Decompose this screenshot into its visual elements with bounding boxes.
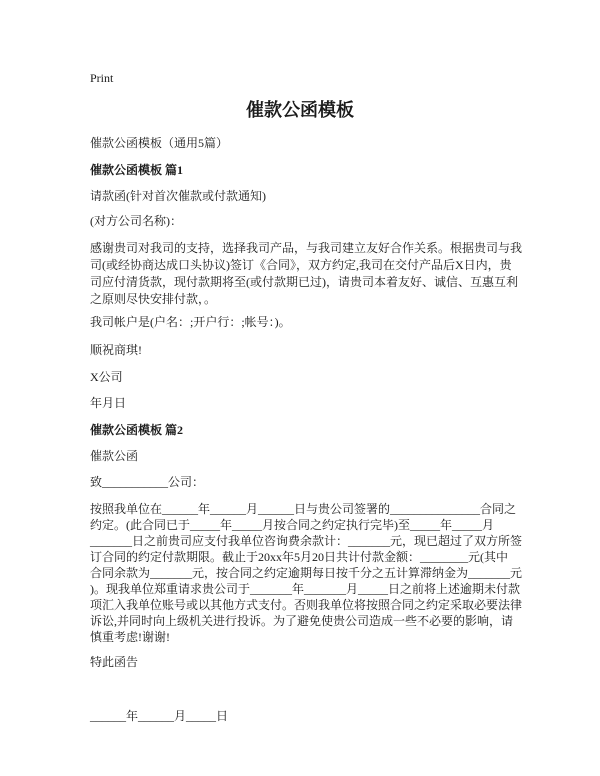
body-line: 订合同的约定付款期限。截止于20xx年5月20日共计付款金额：________元(其中 bbox=[90, 550, 508, 564]
section-1-closing: 顺祝商琪! bbox=[90, 343, 142, 357]
body-line: 合同余款为_______元，按合同之约定逾期每日按千分之五计算滞纳金为_______元 bbox=[90, 566, 523, 580]
section-1-body bbox=[90, 240, 522, 308]
body-line: )。现我单位郑重请求贵公司于_______年_______月_____日之前将上述逾期未付款 bbox=[90, 582, 520, 596]
section-2-recipient: 致___________公司： bbox=[90, 475, 205, 489]
section-1-signature: X公司 bbox=[90, 370, 123, 384]
body-line: 慎重考虑!谢谢! bbox=[90, 630, 170, 644]
section-2-closing: 特此函告 bbox=[90, 655, 139, 669]
body-line: 项汇入我单位账号或以其他方式支付。否则我单位将按照合同之约定采取必要法律 bbox=[90, 598, 523, 612]
section-1-letter-type: 请款函(针对首次催款或付款通知) bbox=[90, 189, 266, 203]
body-line: 感谢贵司对我司的支持，选择我司产品，与我司建立友好合作关系。根据贵司与我 bbox=[90, 241, 523, 255]
document-subtitle: 催款公函模板（通用5篇） bbox=[90, 136, 229, 150]
section-2-letter-type: 催款公函 bbox=[90, 449, 139, 463]
body-line: 司(或经协商达成口头协议)签订《合同》，双方约定,我司在交付产品后X日内，贵 bbox=[90, 258, 512, 272]
body-line: _______日之前贵司应支付我单位咨询费余款计：_______元，现已超过了双方所签 bbox=[90, 534, 523, 548]
section-2-date: ______年______月_____日 bbox=[90, 709, 229, 723]
body-line: 司应付清货款，现付款期将至(或付款期已过)，请贵司本着友好、诚信、互惠互利 bbox=[90, 275, 518, 289]
document-title: 催款公函模板 bbox=[246, 100, 354, 120]
body-line: 按照我单位在______年______月______日与贵公司签署的_______________合同之 bbox=[90, 502, 517, 516]
section-1-heading: 催款公函模板 篇1 bbox=[90, 163, 184, 177]
section-1-date: 年月日 bbox=[90, 396, 127, 410]
print-link[interactable]: Print bbox=[90, 71, 114, 85]
body-line: 诉讼,并同时向上级机关进行投诉。为了避免使贵公司造成一些不必要的影响，请 bbox=[90, 614, 514, 628]
section-2-heading: 催款公函模板 篇2 bbox=[90, 423, 184, 437]
body-line: 约定。(此合同已于_____年_____月按合同之约定执行完毕)至_____年_____月 bbox=[90, 518, 494, 532]
section-1-recipient: (对方公司名称)： bbox=[90, 214, 182, 228]
section-2-body bbox=[90, 501, 522, 645]
section-1-account-line: 我司帐户是(户名：;开户行：;帐号：)。 bbox=[90, 315, 291, 329]
body-line: 之原则尽快安排付款，。 bbox=[90, 292, 217, 306]
